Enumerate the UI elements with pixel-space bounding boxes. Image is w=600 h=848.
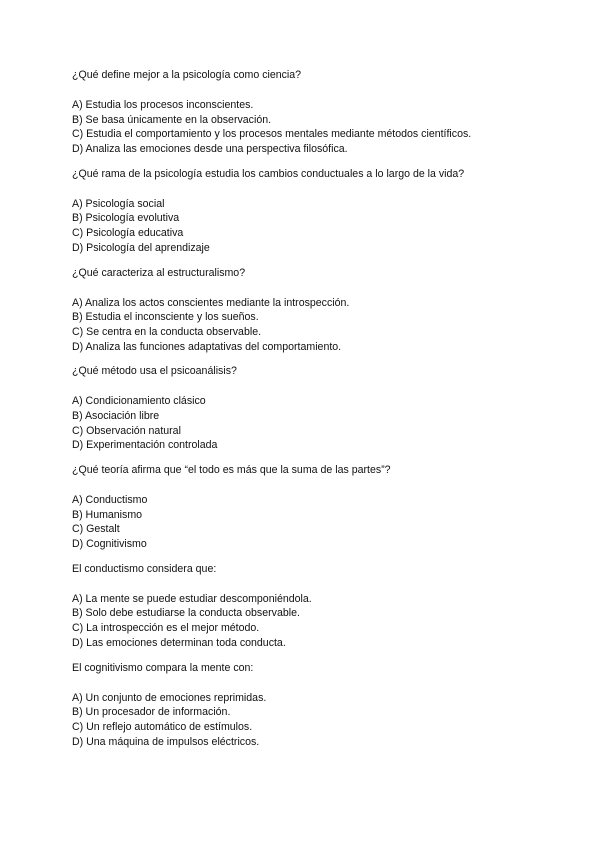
option-a: A) Condicionamiento clásico [72,395,206,408]
option-c: C) La introspección es el mejor método. [72,622,260,635]
option-a: A) La mente se puede estudiar descomponiéndola. [72,592,312,605]
option-b: B) Se basa únicamente en la observación. [72,113,272,126]
options-list [72,394,572,453]
option-c: C) Un reflejo automático de estímulos. [72,720,253,733]
options-list [72,691,572,750]
question-text: El cognitivismo compara la mente con: [72,661,254,674]
option-d: D) Una máquina de impulsos eléctricos. [72,735,260,748]
option-a: A) Analiza los actos conscientes mediante la introspección. [72,296,350,309]
option-a: A) Un conjunto de emociones reprimidas. [72,691,267,704]
question-4 [72,364,572,453]
question-text: ¿Qué caracteriza al estructuralismo? [72,266,246,279]
question-7 [72,661,572,750]
option-c: C) Psicología educativa [72,227,184,240]
document-page [72,68,572,759]
option-c: C) Gestalt [72,523,120,536]
option-b: B) Estudia el inconsciente y los sueños. [72,311,259,324]
question-text: ¿Qué teoría afirma que “el todo es más que la suma de las partes”? [72,464,391,476]
option-c: C) Se centra en la conducta observable. [72,325,262,338]
option-a: A) Psicología social [72,197,165,210]
question-1 [72,68,572,157]
option-b: B) Solo debe estudiarse la conducta observable. [72,607,300,620]
option-d: D) Psicología del aprendizaje [72,241,210,254]
option-a: A) Estudia los procesos inconscientes. [72,99,254,111]
option-c: C) Observación natural [72,424,181,437]
question-5 [72,463,572,552]
option-d: D) Experimentación controlada [72,439,218,452]
question-text: ¿Qué método usa el psicoanálisis? [72,365,237,378]
option-d: D) Analiza las emociones desde una perspectiva filosófica. [72,143,348,156]
question-2 [72,167,572,256]
question-text: ¿Qué define mejor a la psicología como ciencia? [72,69,302,81]
option-d: D) Cognitivismo [72,538,147,551]
question-3 [72,266,572,355]
options-list [72,197,572,256]
option-b: B) Asociación libre [72,409,160,422]
question-text: El conductismo considera que: [72,562,217,575]
options-list [72,493,572,552]
option-a: A) Conductismo [72,494,148,506]
option-d: D) Las emociones determinan toda conducta. [72,636,286,649]
question-text: ¿Qué rama de la psicología estudia los cambios conductuales a lo largo de la vida? [72,167,465,180]
options-list [72,296,572,355]
question-6 [72,562,572,651]
option-b: B) Humanismo [72,508,143,521]
option-c: C) Estudia el comportamiento y los procesos mentales mediante métodos científicos. [72,128,472,141]
option-d: D) Analiza las funciones adaptativas del comportamiento. [72,340,342,353]
option-b: B) Psicología evolutiva [72,212,180,225]
options-list [72,98,572,157]
option-b: B) Un procesador de información. [72,706,231,719]
options-list [72,592,572,651]
